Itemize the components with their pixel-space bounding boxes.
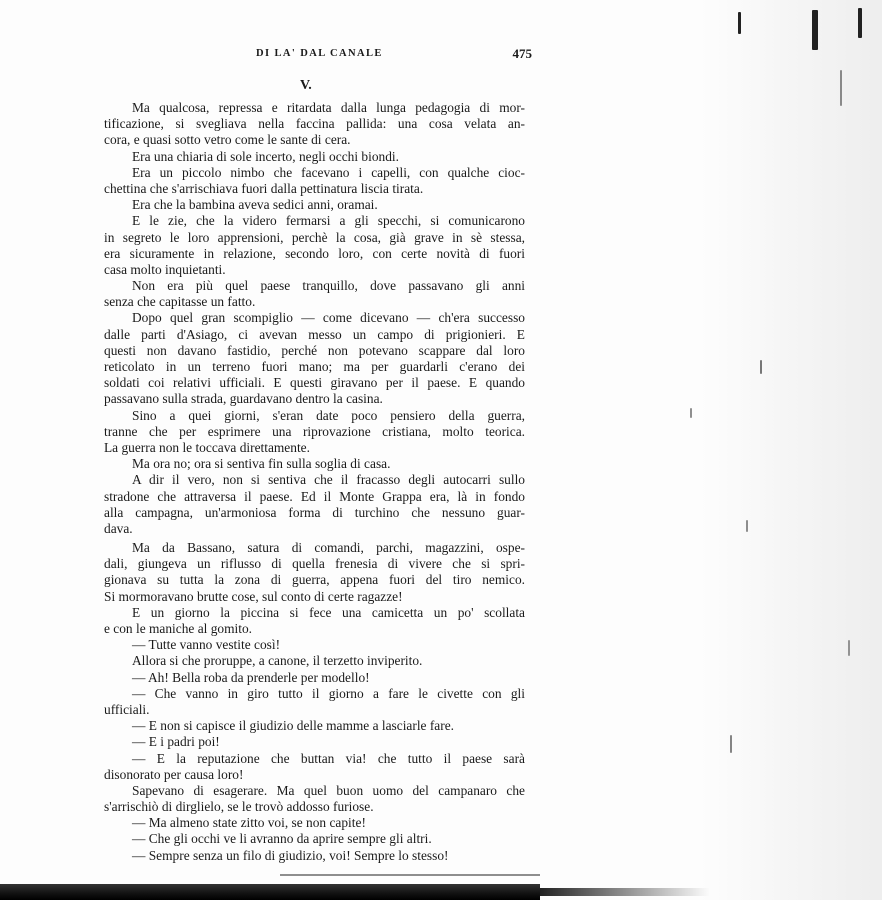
text-line: — Che vanno in giro tutto il giorno a fare le civette con gli — [132, 685, 525, 701]
text-line: Sino a quei giorni, s'eran date poco pensiero della guerra, — [132, 407, 525, 423]
text-line: E le zie, che la videro fermarsi a gli specchi, si comunicarono — [132, 213, 525, 229]
chapter-number: V. — [300, 78, 312, 93]
text-line: gionava su tutta la zona di guerra, appena fuori del tiro nemico. — [104, 572, 525, 588]
text-line: in segreto le loro apprensioni, perchè la cosa, già grave in sè stessa, — [104, 229, 525, 245]
text-line: dalle parti d'Asiago, ci avevan messo un campo di prigionieri. E — [104, 326, 525, 342]
text-line: stradone che attraversa il paese. Ed il Monte Grappa era, là in fondo — [104, 488, 525, 504]
scan-bottom-edge — [0, 884, 540, 900]
margin-mark — [746, 520, 748, 532]
text-line: Ma qualcosa, repressa e ritardata dalla lunga pedagogia di mor- — [132, 100, 525, 115]
text-line: E un giorno la piccina si fece una camicetta un po' scollata — [132, 604, 525, 620]
margin-mark — [730, 735, 732, 753]
text-line: — E non si capisce il giudizio delle mamme a lasciarle fare. — [132, 718, 454, 734]
text-line: soldati coi relativi ufficiali. E questi giravano per il paese. E quando — [104, 375, 525, 391]
text-line: Dopo quel gran scompiglio — come dicevano — ch'era successo — [132, 310, 525, 326]
text-line: — Che gli occhi ve li avranno da aprire sempre gli altri. — [132, 831, 432, 847]
body-text — [104, 100, 525, 864]
margin-mark — [690, 408, 692, 418]
text-line: — Ma almeno state zitto voi, se non capite! — [132, 815, 366, 831]
text-line: dali, giungeva un riflusso di quella frenesia di vivere che si spri- — [104, 556, 525, 572]
margin-mark — [760, 360, 762, 374]
text-line: Sapevano di esagerare. Ma quel buon uomo del campanaro che — [132, 782, 525, 798]
text-line: tranne che per esprimere una riprovazione cristiana, molto teorica. — [104, 423, 525, 439]
text-line: Si mormoravano brutte cose, sul conto di certe ragazze! — [104, 588, 403, 604]
text-line: chettina che s'arrischiava fuori dalla pettinatura liscia tirata. — [104, 180, 424, 196]
text-line: senza che capitasse un fatto. — [104, 294, 256, 310]
text-line: Non era più quel paese tranquillo, dove passavano gli anni — [132, 278, 525, 294]
text-line: La guerra non le toccava direttamente. — [104, 439, 310, 455]
text-line: Era che la bambina aveva sedici anni, oramai. — [132, 197, 378, 213]
text-line: — E la reputazione che buttan via! che tutto il paese sarà — [132, 750, 525, 766]
text-line: — Tutte vanno vestite così! — [132, 637, 281, 653]
page-edge-shadow — [700, 0, 882, 900]
text-line: tificazione, si svegliava nella faccina pallida: una cosa velata an- — [104, 116, 525, 132]
text-line: era sicuramente in relazione, secondo loro, con certe novità di fuori — [104, 245, 525, 261]
margin-mark — [840, 70, 842, 106]
margin-mark — [738, 12, 741, 34]
text-line: reticolato in un terreno fuori mano; ma per guardarli c'erano dei — [104, 359, 525, 374]
text-line: Ma da Bassano, satura di comandi, parchi, magazzini, ospe- — [132, 540, 525, 556]
text-line: casa molto inquietanti. — [104, 261, 226, 277]
text-line: — Ah! Bella roba da prenderle per modello! — [132, 669, 370, 685]
text-line: dava. — [104, 520, 133, 536]
text-line: cora, e quasi sotto vetro come le sante di cera. — [104, 132, 351, 148]
text-line: alla campagna, un'armoniosa forma di turchino che nessuno guar- — [104, 504, 525, 520]
text-line: disonorato per causa loro! — [104, 766, 244, 782]
text-line: s'arrischiò di dirglielo, se le trovò addosso furiose. — [104, 799, 374, 815]
text-line: Era una chiaria di sole incerto, negli occhi biondi. — [132, 148, 399, 164]
text-line: — E i padri poi! — [132, 734, 220, 750]
margin-mark — [812, 10, 818, 50]
margin-mark — [858, 8, 862, 38]
text-line: e con le maniche al gomito. — [104, 621, 252, 636]
text-line: questi non davano fastidio, perché non potevano scappare dal loro — [104, 342, 525, 358]
text-line: Allora si che proruppe, a canone, il terzetto inviperito. — [132, 653, 423, 669]
text-line: — Sempre senza un filo di giudizio, voi! Sempre lo stesso! — [132, 847, 449, 863]
text-line: Era un piccolo nimbo che facevano i capelli, con qualche cioc- — [132, 164, 525, 180]
page-number: 475 — [512, 46, 532, 61]
text-line: A dir il vero, non si sentiva che il fracasso degli autocarri sullo — [132, 472, 525, 488]
page-header — [232, 48, 532, 66]
text-line: passavano sulla strada, guardavano dentro la casina. — [104, 391, 383, 407]
running-head: DI LA' DAL CANALE — [256, 48, 383, 59]
margin-mark — [848, 640, 850, 656]
text-line: ufficiali. — [104, 701, 150, 717]
text-line: Ma ora no; ora si sentiva fin sulla soglia di casa. — [132, 456, 391, 472]
bottom-rule — [280, 874, 540, 876]
